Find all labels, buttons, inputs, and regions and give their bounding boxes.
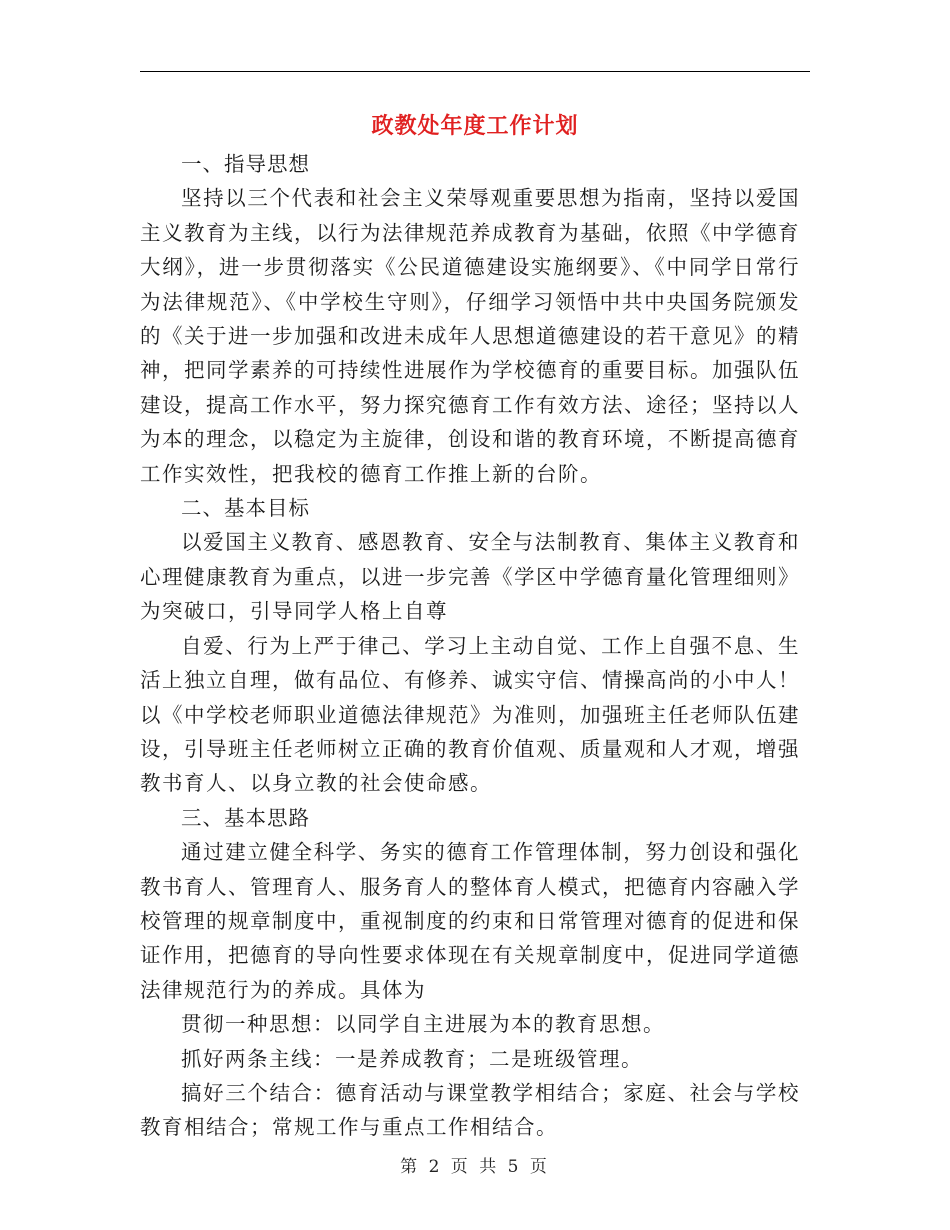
- paragraph: 搞好三个结合：德育活动与课堂教学相结合；家庭、社会与学校教育相结合；常规工作与重点工作相结合。: [140, 1080, 800, 1140]
- page-number: 第 2 页 共 5 页: [400, 1157, 550, 1177]
- document-body: [140, 147, 800, 1145]
- section-heading: 二、基本目标: [181, 496, 310, 521]
- paragraph: 贯彻一种思想：以同学自主进展为本的教育思想。: [181, 1012, 665, 1037]
- header-rule: [140, 71, 810, 72]
- paragraph: 自爱、行为上严于律己、学习上主动自觉、工作上自强不息、生活上独立自理，做有品位、有修养、诚实守信、情操高尚的小中人！以《中学校老师职业道德法律规范》为准则，加强班主任老师队伍建设，引导班主任老师树立正确的教育价值观、质量观和人才观，增强教书育人、以身立教的社会使命感。: [140, 633, 800, 796]
- document-title: 政教处年度工作计划: [371, 113, 579, 139]
- section-heading: 一、指导思想: [181, 152, 310, 176]
- paragraph: 以爱国主义教育、感恩教育、安全与法制教育、集体主义教育和心理健康教育为重点，以进一步完善《学区中学德育量化管理细则》为突破口，引导同学人格上自尊: [140, 530, 800, 624]
- paragraph: 通过建立健全科学、务实的德育工作管理体制，努力创设和强化教书育人、管理育人、服务育人的整体育人模式，把德育内容融入学校管理的规章制度中，重视制度的约束和日常管理对德育的促进和保证作用，把德育的导向性要求体现在有关规章制度中，促进同学道德法律规范行为的养成。具体为: [140, 840, 800, 1002]
- paragraph: 抓好两条主线：一是养成教育；二是班级管理。: [181, 1046, 643, 1071]
- paragraph: 坚持以三个代表和社会主义荣辱观重要思想为指南，坚持以爱国主义教育为主线，以行为法律规范养成教育为基础，依照《中学德育大纲》，进一步贯彻落实《公民道德建设实施纲要》、《中同学日常行为法律规范》、《中学校生守则》，仔细学习领悟中共中央国务院颁发的《关于进一步加强和改进未成年人思想道德建设的若干意见》的精神，把同学素养的可持续性进展作为学校德育的重要目标。加强队伍建设，提高工作水平，努力探究德育工作有效方法、途径；坚持以人为本的理念，以稳定为主旋律，创设和谐的教育环境，不断提高德育工作实效性，把我校的德育工作推上新的台阶。: [140, 186, 800, 486]
- section-heading: 三、基本思路: [181, 805, 310, 830]
